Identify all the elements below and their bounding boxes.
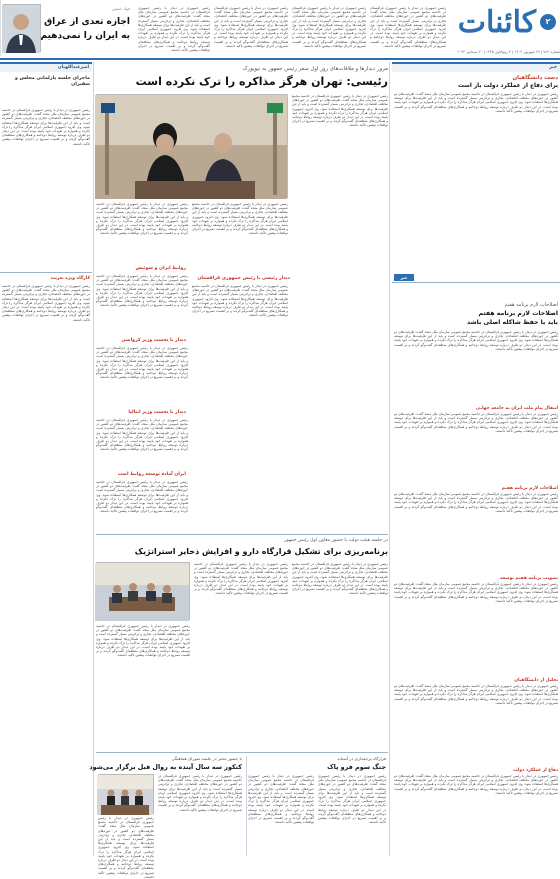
left-story2-body: رئیس جمهوری در دیدار با رئیس جمهوری قزاقستان در حاشیه مجمع عمومی سازمان ملل متحد گفت: ظرفیت‌های دو کشور در حوزه‌های مختلف اقتصادی، تجاری و ترانزیتی بسیار گسترده است و باید از این ظرفیت‌ها برای توسعه همکاری‌ها استفاده شود. وی افزود جمهوری اسلامی ایران هرگز مذاکره را ترک نکرده و همواره بر تعهدات خود پایبند بوده است. در این دیدار دو طرف درباره توسعه روابط دوجانبه و همکاری‌های منطقه‌ای گفت‌وگو کردند و بر اهمیت تسریع در اجرای توافقات پیشین تاکید داشتند. <box>2 284 90 322</box>
section-divider <box>96 752 388 753</box>
column-divider <box>389 62 390 856</box>
main-body-col3: رئیس جمهوری در دیدار با رئیس جمهوری قزاقستان در حاشیه مجمع عمومی سازمان ملل متحد گفت: ظرفیت‌های دو کشور در حوزه‌های مختلف اقتصادی، تجاری و ترانزیتی بسیار گسترده است و باید از این ظرفیت‌ها برای توسعه همکاری‌ها استفاده شود. وی افزود جمهوری اسلامی ایران هرگز مذاکره را ترک نکرده و همواره بر تعهدات خود پایبند بوده است. در این دیدار دو طرف درباره توسعه روابط دوجانبه و همکاری‌های منطقه‌ای گفت‌وگو کردند و بر اهمیت تسریع در اجرای توافقات پیشین تاکید داشتند. <box>96 480 188 514</box>
bottom3-headline: جنگ سوم فرو پاک <box>327 763 386 771</box>
bottom3-kicker: قرارگاه پرچمداری در آستانه <box>337 756 386 761</box>
right-story2-body: رئیس جمهوری در دیدار با رئیس جمهوری قزاقستان در حاشیه مجمع عمومی سازمان ملل متحد گفت: ظرفیت‌های دو کشور در حوزه‌های مختلف اقتصادی، تجاری و ترانزیتی بسیار گسترده است و باید از این ظرفیت‌ها برای توسعه همکاری‌ها استفاده شود. وی افزود جمهوری اسلامی ایران هرگز مذاکره را ترک نکرده و همواره بر تعهدات خود پایبند بوده است. در این دیدار دو طرف درباره توسعه روابط دوجانبه و همکاری‌های منطقه‌ای گفت‌وگو کردند و بر اهمیت تسریع در اجرای توافقات پیشین تاکید داشتند. <box>394 684 558 705</box>
logo: کائنات <box>457 5 536 40</box>
main-subhead: دیدار با نخست وزیر ایتالیا <box>128 410 186 415</box>
main-body-col3: رئیس جمهوری در دیدار با رئیس جمهوری قزاقستان در حاشیه مجمع عمومی سازمان ملل متحد گفت: ظرفیت‌های دو کشور در حوزه‌های مختلف اقتصادی، تجاری و ترانزیتی بسیار گسترده است و باید از این ظرفیت‌ها برای توسعه همکاری‌ها استفاده شود. وی افزود جمهوری اسلامی ایران هرگز مذاکره را ترک نکرده و همواره بر تعهدات خود پایبند بوده است. در این دیدار دو طرف درباره توسعه روابط دوجانبه و همکاری‌های منطقه‌ای گفت‌وگو کردند و بر اهمیت تسریع در اجرای توافقات پیشین تاکید داشتند. <box>96 274 188 308</box>
masthead-divider <box>0 58 560 60</box>
right-story2-body: رئیس جمهوری در دیدار با رئیس جمهوری قزاقستان در حاشیه مجمع عمومی سازمان ملل متحد گفت: ظرفیت‌های دو کشور در حوزه‌های مختلف اقتصادی، تجاری و ترانزیتی بسیار گسترده است و باید از این ظرفیت‌ها برای توسعه همکاری‌ها استفاده شود. وی افزود جمهوری اسلامی ایران هرگز مذاکره را ترک نکرده و همواره بر تعهدات خود پایبند بوده است. در این دیدار دو طرف درباره توسعه روابط دوجانبه و همکاری‌های منطقه‌ای گفت‌وگو کردند و بر اهمیت تسریع در اجرای توافقات پیشین تاکید داشتند. <box>394 492 558 513</box>
right-story2-body: رئیس جمهوری در دیدار با رئیس جمهوری قزاقستان در حاشیه مجمع عمومی سازمان ملل متحد گفت: ظرفیت‌های دو کشور در حوزه‌های مختلف اقتصادی، تجاری و ترانزیتی بسیار گسترده است و باید از این ظرفیت‌ها برای توسعه همکاری‌ها استفاده شود. وی افزود جمهوری اسلامی ایران هرگز مذاکره را ترک نکرده و همواره بر تعهدات خود پایبند بوده است. در این دیدار دو طرف درباره توسعه روابط دوجانبه و همکاری‌های منطقه‌ای گفت‌وگو کردند و بر اهمیت تسریع در اجرای توافقات پیشین تاکید داشتند. <box>394 582 558 603</box>
right-story2-headline-1: اصلاحات لازم برنامه هفتم <box>478 310 558 317</box>
right-story1-body: رئیس جمهوری در دیدار با رئیس جمهوری قزاقستان در حاشیه مجمع عمومی سازمان ملل متحد گفت: ظرفیت‌های دو کشور در حوزه‌های مختلف اقتصادی، تجاری و ترانزیتی بسیار گسترده است و باید از این ظرفیت‌ها برای توسعه همکاری‌ها استفاده شود. وی افزود جمهوری اسلامی ایران هرگز مذاکره را ترک نکرده و همواره بر تعهدات خود پایبند بوده است. در این دیدار دو طرف درباره توسعه روابط دوجانبه و همکاری‌های منطقه‌ای گفت‌وگو کردند و بر اهمیت تسریع در اجرای توافقات پیشین تاکید داشتند. <box>394 92 558 113</box>
top-text-column: رئیس جمهوری در دیدار با رئیس جمهوری قزاقستان در حاشیه مجمع عمومی سازمان ملل متحد گفت: ظرفیت‌های دو کشور در حوزه‌های مختلف اقتصادی، تجاری و ترانزیتی بسیار گسترده است و باید از این ظرفیت‌ها برای توسعه همکاری‌ها استفاده شود. وی افزود جمهوری اسلامی ایران هرگز مذاکره را ترک نکرده و همواره بر تعهدات خود پایبند بوده است. در این دیدار دو طرف درباره توسعه روابط دوجانبه و همکاری‌های منطقه‌ای گفت‌وگو کردند و بر اهمیت تسریع در اجرای توافقات پیشین تاکید داشتند. <box>292 6 366 48</box>
section-divider <box>96 534 388 535</box>
bottom2-kicker: با حضور مخبر در جلسه شورای هماهنگی <box>171 756 242 761</box>
right-story2-body: رئیس جمهوری در دیدار با رئیس جمهوری قزاقستان در حاشیه مجمع عمومی سازمان ملل متحد گفت: ظرفیت‌های دو کشور در حوزه‌های مختلف اقتصادی، تجاری و ترانزیتی بسیار گسترده است و باید از این ظرفیت‌ها برای توسعه همکاری‌ها استفاده شود. وی افزود جمهوری اسلامی ایران هرگز مذاکره را ترک نکرده و همواره بر تعهدات خود پایبند بوده است. در این دیدار دو طرف درباره توسعه روابط دوجانبه و همکاری‌های منطقه‌ای گفت‌وگو کردند و بر اهمیت تسریع در اجرای توافقات پیشین تاکید داشتند. <box>394 774 558 795</box>
left-story-headline: ماجرای جلسه پارلمانی مجلس و سفیران <box>14 76 90 87</box>
page-number-badge: ۲ <box>540 14 556 30</box>
bottom3-body: رئیس جمهوری در دیدار با رئیس جمهوری قزاقستان در حاشیه مجمع عمومی سازمان ملل متحد گفت: ظرفیت‌های دو کشور در حوزه‌های مختلف اقتصادی، تجاری و ترانزیتی بسیار گسترده است و باید از این ظرفیت‌ها برای توسعه همکاری‌ها استفاده شود. وی افزود جمهوری اسلامی ایران هرگز مذاکره را ترک نکرده و همواره بر تعهدات خود پایبند بوده است. در این دیدار دو طرف درباره توسعه روابط دوجانبه و همکاری‌های منطقه‌ای گفت‌وگو کردند و بر اهمیت تسریع در اجرای توافقات پیشین تاکید داشتند. <box>318 774 386 825</box>
main-story <box>96 62 388 532</box>
bottom-story-1 <box>96 536 388 750</box>
bottom2-headline: کنکور سه سال آینده به روال قبل برگزار می‌شود <box>89 763 242 771</box>
khabar-badge: خبر <box>394 274 414 281</box>
columnist-photo <box>3 4 41 52</box>
columnist-name: فواد حسین <box>111 6 130 11</box>
masthead <box>0 0 560 58</box>
main-photo <box>96 94 288 198</box>
right-subhead: تجلیل از دانشگاهیان <box>514 678 558 683</box>
column-divider <box>246 756 247 856</box>
right-story1-headline: برای دفاع از عملکرد دولت باز است <box>458 83 558 89</box>
main-kicker: مرور دیدارها و ملاقات‌های روز اول سفر رئیس جمهور به نیویورک <box>242 66 388 72</box>
right-column <box>392 62 560 856</box>
column-divider <box>93 62 94 856</box>
main-body-col2: رئیس جمهوری در دیدار با رئیس جمهوری قزاقستان در حاشیه مجمع عمومی سازمان ملل متحد گفت: ظرفیت‌های دو کشور در حوزه‌های مختلف اقتصادی، تجاری و ترانزیتی بسیار گسترده است و باید از این ظرفیت‌ها برای توسعه همکاری‌ها استفاده شود. وی افزود جمهوری اسلامی ایران هرگز مذاکره را ترک نکرده و همواره بر تعهدات خود پایبند بوده است. در این دیدار دو طرف درباره توسعه روابط دوجانبه و همکاری‌های منطقه‌ای گفت‌وگو کردند و بر اهمیت تسریع در اجرای توافقات پیشین تاکید داشتند. <box>192 202 288 236</box>
right-subhead: دفاع از عملکرد دولت <box>513 768 558 773</box>
main-body-col3: رئیس جمهوری در دیدار با رئیس جمهوری قزاقستان در حاشیه مجمع عمومی سازمان ملل متحد گفت: ظرفیت‌های دو کشور در حوزه‌های مختلف اقتصادی، تجاری و ترانزیتی بسیار گسترده است و باید از این ظرفیت‌ها برای توسعه همکاری‌ها استفاده شود. وی افزود جمهوری اسلامی ایران هرگز مذاکره را ترک نکرده و همواره بر تعهدات خود پایبند بوده است. در این دیدار دو طرف درباره توسعه روابط دوجانبه و همکاری‌های منطقه‌ای گفت‌وگو کردند و بر اهمیت تسریع در اجرای توافقات پیشین تاکید داشتند. <box>96 418 188 452</box>
top-text-column: رئیس جمهوری در دیدار با رئیس جمهوری قزاقستان در حاشیه مجمع عمومی سازمان ملل متحد گفت: ظرفیت‌های دو کشور در حوزه‌های مختلف اقتصادی، تجاری و ترانزیتی بسیار گسترده است و باید از این ظرفیت‌ها برای توسعه همکاری‌ها استفاده شود. وی افزود جمهوری اسلامی ایران هرگز مذاکره را ترک نکرده و همواره بر تعهدات خود پایبند بوده است. در این دیدار دو طرف درباره توسعه روابط دوجانبه و همکاری‌های منطقه‌ای گفت‌وگو کردند و بر اهمیت تسریع در اجرای توافقات پیشین تاکید داشتند. <box>214 6 288 48</box>
issue-line: شماره ۷۸۳ | ۲۹ شهریور ۱۴۰۲ | ۴ ربیع‌الاول ۱۴۴۵ | ۲۰ سپتامبر ۲۰۲۳ <box>457 50 560 54</box>
right-subhead: انتقال پیام ملت ایران به جامعه جهانی <box>475 406 558 411</box>
left-story2-kicker: کارگاه ویژه تعزیت <box>50 276 90 281</box>
top-text-column: رئیس جمهوری در دیدار با رئیس جمهوری قزاقستان در حاشیه مجمع عمومی سازمان ملل متحد گفت: ظرفیت‌های دو کشور در حوزه‌های مختلف اقتصادی، تجاری و ترانزیتی بسیار گسترده است و باید از این ظرفیت‌ها برای توسعه همکاری‌ها استفاده شود. وی افزود جمهوری اسلامی ایران هرگز مذاکره را ترک نکرده و همواره بر تعهدات خود پایبند بوده است. در این دیدار دو طرف درباره توسعه روابط دوجانبه و همکاری‌های منطقه‌ای گفت‌وگو کردند و بر اهمیت تسریع در اجرای توافقات پیشین تاکید داشتند. <box>138 6 210 53</box>
bottom1-headline: برنامه‌ریزی برای تشکیل قرارگاه دارو و افزایش ذخایر استراتژیک <box>134 547 388 556</box>
bottom1-body: رئیس جمهوری در دیدار با رئیس جمهوری قزاقستان در حاشیه مجمع عمومی سازمان ملل متحد گفت: ظرفیت‌های دو کشور در حوزه‌های مختلف اقتصادی، تجاری و ترانزیتی بسیار گسترده است و باید از این ظرفیت‌ها برای توسعه همکاری‌ها استفاده شود. وی افزود جمهوری اسلامی ایران هرگز مذاکره را ترک نکرده و همواره بر تعهدات خود پایبند بوده است. در این دیدار دو طرف درباره توسعه روابط دوجانبه و همکاری‌های منطقه‌ای گفت‌وگو کردند و بر اهمیت تسریع در اجرای توافقات پیشین تاکید داشتند. <box>96 624 190 658</box>
right-story1-kicker: دست دانشگاهیان <box>512 75 558 81</box>
columnist-headline-2: به ایران را نمی‌دهیم <box>40 31 130 41</box>
bottom2-body: رئیس جمهوری در دیدار با رئیس جمهوری قزاقستان در حاشیه مجمع عمومی سازمان ملل متحد گفت: ظرفیت‌های دو کشور در حوزه‌های مختلف اقتصادی، تجاری و ترانزیتی بسیار گسترده است و باید از این ظرفیت‌ها برای توسعه همکاری‌ها استفاده شود. وی افزود جمهوری اسلامی ایران هرگز مذاکره را ترک نکرده و همواره بر تعهدات خود پایبند بوده است. در این دیدار دو طرف درباره توسعه روابط دوجانبه و همکاری‌های منطقه‌ای گفت‌وگو کردند و بر اهمیت تسریع در اجرای توافقات پیشین تاکید داشتند. <box>158 774 242 812</box>
bottom-story-2 <box>89 754 244 879</box>
bottom1-photo <box>96 562 190 620</box>
bottom1-body: رئیس جمهوری در دیدار با رئیس جمهوری قزاقستان در حاشیه مجمع عمومی سازمان ملل متحد گفت: ظرفیت‌های دو کشور در حوزه‌های مختلف اقتصادی، تجاری و ترانزیتی بسیار گسترده است و باید از این ظرفیت‌ها برای توسعه همکاری‌ها استفاده شود. وی افزود جمهوری اسلامی ایران هرگز مذاکره را ترک نکرده و همواره بر تعهدات خود پایبند بوده است. در این دیدار دو طرف درباره توسعه روابط دوجانبه و همکاری‌های منطقه‌ای گفت‌وگو کردند و بر اهمیت تسریع در اجرای توافقات پیشین تاکید داشتند. <box>194 562 288 596</box>
right-divider <box>392 282 560 283</box>
right-column-label: خبر <box>392 62 560 72</box>
main-body-col3: رئیس جمهوری در دیدار با رئیس جمهوری قزاقستان در حاشیه مجمع عمومی سازمان ملل متحد گفت: ظرفیت‌های دو کشور در حوزه‌های مختلف اقتصادی، تجاری و ترانزیتی بسیار گسترده است و باید از این ظرفیت‌ها برای توسعه همکاری‌ها استفاده شود. وی افزود جمهوری اسلامی ایران هرگز مذاکره را ترک نکرده و همواره بر تعهدات خود پایبند بوده است. در این دیدار دو طرف درباره توسعه روابط دوجانبه و همکاری‌های منطقه‌ای گفت‌وگو کردند و بر اهمیت تسریع در اجرای توافقات پیشین تاکید داشتند. <box>96 202 188 236</box>
bottom3-body: رئیس جمهوری در دیدار با رئیس جمهوری قزاقستان در حاشیه مجمع عمومی سازمان ملل متحد گفت: ظرفیت‌های دو کشور در حوزه‌های مختلف اقتصادی، تجاری و ترانزیتی بسیار گسترده است و باید از این ظرفیت‌ها برای توسعه همکاری‌ها استفاده شود. وی افزود جمهوری اسلامی ایران هرگز مذاکره را ترک نکرده و همواره بر تعهدات خود پایبند بوده است. در این دیدار دو طرف درباره توسعه روابط دوجانبه و همکاری‌های منطقه‌ای گفت‌وگو کردند و بر اهمیت تسریع در اجرای توافقات پیشین تاکید داشتند. <box>248 774 314 825</box>
main-subhead: دیدار با نخست وزیر کرواسی <box>121 338 186 343</box>
bottom-story-3 <box>248 754 388 856</box>
right-subhead: تصویب برنامه هفتم توسعه <box>500 576 558 581</box>
left-column <box>0 62 92 856</box>
left-column-label: امیرعبداللهیان <box>0 62 92 72</box>
left-divider <box>0 272 92 273</box>
main-body-col3: رئیس جمهوری در دیدار با رئیس جمهوری قزاقستان در حاشیه مجمع عمومی سازمان ملل متحد گفت: ظرفیت‌های دو کشور در حوزه‌های مختلف اقتصادی، تجاری و ترانزیتی بسیار گسترده است و باید از این ظرفیت‌ها برای توسعه همکاری‌ها استفاده شود. وی افزود جمهوری اسلامی ایران هرگز مذاکره را ترک نکرده و همواره بر تعهدات خود پایبند بوده است. در این دیدار دو طرف درباره توسعه روابط دوجانبه و همکاری‌های منطقه‌ای گفت‌وگو کردند و بر اهمیت تسریع در اجرای توافقات پیشین تاکید داشتند. <box>96 346 188 380</box>
main-body-col2: رئیس جمهوری در دیدار با رئیس جمهوری قزاقستان در حاشیه مجمع عمومی سازمان ملل متحد گفت: ظرفیت‌های دو کشور در حوزه‌های مختلف اقتصادی، تجاری و ترانزیتی بسیار گسترده است و باید از این ظرفیت‌ها برای توسعه همکاری‌ها استفاده شود. وی افزود جمهوری اسلامی ایران هرگز مذاکره را ترک نکرده و همواره بر تعهدات خود پایبند بوده است. در این دیدار دو طرف درباره توسعه روابط دوجانبه و همکاری‌های منطقه‌ای گفت‌وگو کردند و بر اهمیت تسریع در اجرای توافقات پیشین تاکید داشتند. <box>192 284 288 318</box>
top-text-column: رئیس جمهوری در دیدار با رئیس جمهوری قزاقستان در حاشیه مجمع عمومی سازمان ملل متحد گفت: ظرفیت‌های دو کشور در حوزه‌های مختلف اقتصادی، تجاری و ترانزیتی بسیار گسترده است و باید از این ظرفیت‌ها برای توسعه همکاری‌ها استفاده شود. وی افزود جمهوری اسلامی ایران هرگز مذاکره را ترک نکرده و همواره بر تعهدات خود پایبند بوده است. در این دیدار دو طرف درباره توسعه روابط دوجانبه و همکاری‌های منطقه‌ای گفت‌وگو کردند و بر اهمیت تسریع در اجرای توافقات پیشین تاکید داشتند. <box>370 6 446 48</box>
right-story2-kicker: اصلاحات لازم برنامه هفتم <box>504 302 558 308</box>
bottom2-photo <box>98 774 154 814</box>
bottom2-body: رئیس جمهوری در دیدار با رئیس جمهوری قزاقستان در حاشیه مجمع عمومی سازمان ملل متحد گفت: ظرفیت‌های دو کشور در حوزه‌های مختلف اقتصادی، تجاری و ترانزیتی بسیار گسترده است و باید از این ظرفیت‌ها برای توسعه همکاری‌ها استفاده شود. وی افزود جمهوری اسلامی ایران هرگز مذاکره را ترک نکرده و همواره بر تعهدات خود پایبند بوده است. در این دیدار دو طرف درباره توسعه روابط دوجانبه و همکاری‌های منطقه‌ای گفت‌وگو کردند و بر اهمیت تسریع در اجرای توافقات پیشین تاکید داشتند. <box>98 816 154 879</box>
main-subhead: دیدار رئیسی با رئیس جمهوری قزاقستان <box>197 276 290 281</box>
main-headline: رئیسی: تهران هرگز مذاکره را ترک نکرده است <box>135 75 388 88</box>
right-story2-body: رئیس جمهوری در دیدار با رئیس جمهوری قزاقستان در حاشیه مجمع عمومی سازمان ملل متحد گفت: ظرفیت‌های دو کشور در حوزه‌های مختلف اقتصادی، تجاری و ترانزیتی بسیار گسترده است و باید از این ظرفیت‌ها برای توسعه همکاری‌ها استفاده شود. وی افزود جمهوری اسلامی ایران هرگز مذاکره را ترک نکرده و همواره بر تعهدات خود پایبند بوده است. در این دیدار دو طرف درباره توسعه روابط دوجانبه و همکاری‌های منطقه‌ای گفت‌وگو کردند و بر اهمیت تسریع در اجرای توافقات پیشین تاکید داشتند. <box>394 330 558 351</box>
right-subhead: اصلاحات لازم برنامه هفتم <box>501 486 558 491</box>
main-subhead: ایران آماده توسعه روابط است <box>117 472 186 477</box>
right-story2-headline-2: باید با حفظ شاکله اصلی باشد <box>467 319 558 326</box>
bottom1-body: رئیس جمهوری در دیدار با رئیس جمهوری قزاقستان در حاشیه مجمع عمومی سازمان ملل متحد گفت: ظرفیت‌های دو کشور در حوزه‌های مختلف اقتصادی، تجاری و ترانزیتی بسیار گسترده است و باید از این ظرفیت‌ها برای توسعه همکاری‌ها استفاده شود. وی افزود جمهوری اسلامی ایران هرگز مذاکره را ترک نکرده و همواره بر تعهدات خود پایبند بوده است. در این دیدار دو طرف درباره توسعه روابط دوجانبه و همکاری‌های منطقه‌ای گفت‌وگو کردند و بر اهمیت تسریع در اجرای توافقات پیشین تاکید داشتند. <box>292 562 388 596</box>
main-subhead: روابط ایران و سوئیس <box>135 266 186 271</box>
bottom1-kicker: در جلسه هیئت دولت با حضور معاون اول رئیس جمهور <box>284 538 388 543</box>
columnist-headline-1: اجازه تعدی از عراق <box>44 17 130 27</box>
columnist-box <box>0 0 134 56</box>
main-body-col1: رئیس جمهوری در دیدار با رئیس جمهوری قزاقستان در حاشیه مجمع عمومی سازمان ملل متحد گفت: ظرفیت‌های دو کشور در حوزه‌های مختلف اقتصادی، تجاری و ترانزیتی بسیار گسترده است و باید از این ظرفیت‌ها برای توسعه همکاری‌ها استفاده شود. وی افزود جمهوری اسلامی ایران هرگز مذاکره را ترک نکرده و همواره بر تعهدات خود پایبند بوده است. در این دیدار دو طرف درباره توسعه روابط دوجانبه و همکاری‌های منطقه‌ای گفت‌وگو کردند و بر اهمیت تسریع در اجرای توافقات پیشین تاکید داشتند. <box>292 94 388 128</box>
left-story-body: رئیس جمهوری در دیدار با رئیس جمهوری قزاقستان در حاشیه مجمع عمومی سازمان ملل متحد گفت: ظرفیت‌های دو کشور در حوزه‌های مختلف اقتصادی، تجاری و ترانزیتی بسیار گسترده است و باید از این ظرفیت‌ها برای توسعه همکاری‌ها استفاده شود. وی افزود جمهوری اسلامی ایران هرگز مذاکره را ترک نکرده و همواره بر تعهدات خود پایبند بوده است. در این دیدار دو طرف درباره توسعه روابط دوجانبه و همکاری‌های منطقه‌ای گفت‌وگو کردند و بر اهمیت تسریع در اجرای توافقات پیشین تاکید داشتند. <box>2 108 90 146</box>
right-story2-body: رئیس جمهوری در دیدار با رئیس جمهوری قزاقستان در حاشیه مجمع عمومی سازمان ملل متحد گفت: ظرفیت‌های دو کشور در حوزه‌های مختلف اقتصادی، تجاری و ترانزیتی بسیار گسترده است و باید از این ظرفیت‌ها برای توسعه همکاری‌ها استفاده شود. وی افزود جمهوری اسلامی ایران هرگز مذاکره را ترک نکرده و همواره بر تعهدات خود پایبند بوده است. در این دیدار دو طرف درباره توسعه روابط دوجانبه و همکاری‌های منطقه‌ای گفت‌وگو کردند و بر اهمیت تسریع در اجرای توافقات پیشین تاکید داشتند. <box>394 412 558 433</box>
